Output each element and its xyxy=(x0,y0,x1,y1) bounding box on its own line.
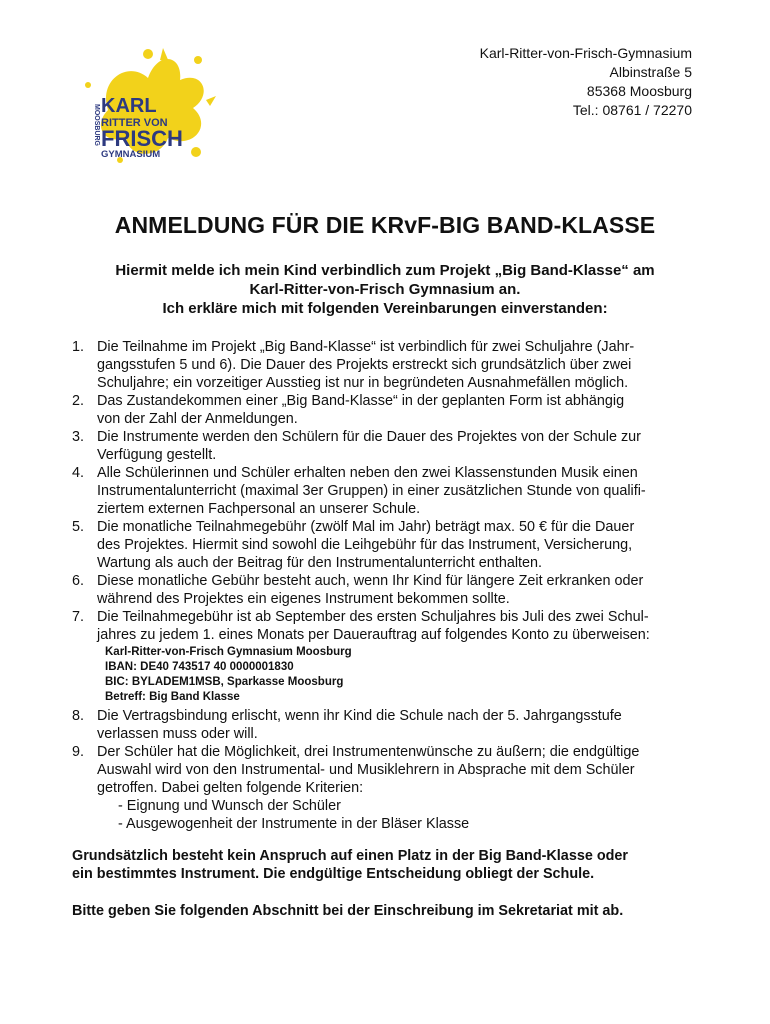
term-text: getroffen. Dabei gelten folgende Kriterien: xyxy=(97,780,364,796)
logo-word-3: FRISCH xyxy=(101,126,183,151)
submission-instruction: Bitte geben Sie folgenden Abschnitt bei der Einschreibung im Sekretariat mit ab. xyxy=(72,903,624,919)
term-item xyxy=(72,608,702,705)
criteria-item: - Ausgewogenheit der Instrumente in der Bläser Klasse xyxy=(118,816,470,832)
term-text: Instrumentalunterricht (maximal 3er Gruppen) in einer zusätzlichen Stunde von qualifi- xyxy=(97,483,646,499)
bank-line: IBAN: DE40 743517 40 0000001830 xyxy=(105,661,294,673)
intro-statement xyxy=(0,261,770,318)
note-line: ein bestimmtes Instrument. Die endgültige Entscheidung obliegt der Schule. xyxy=(72,866,595,882)
term-text: ziertem externen Fachpersonal an unserer Schule. xyxy=(97,501,421,517)
term-text: Auswahl wird von den Instrumental- und Musiklehrern in Absprache mit dem Schüler xyxy=(97,762,635,778)
term-number: 8. xyxy=(72,708,85,724)
intro-line: Ich erkläre mich mit folgenden Vereinbarungen einverstanden: xyxy=(162,300,608,317)
term-text: jahres zu jedem 1. eines Monats per Dauerauftrag auf folgendes Konto zu überweisen: xyxy=(97,627,650,643)
address-line: Tel.: 08761 / 72270 xyxy=(572,102,692,118)
document-title: ANMELDUNG FÜR DIE KRvF-BIG BAND-KLASSE xyxy=(114,212,656,238)
term-item xyxy=(72,392,702,428)
term-text: Die Teilnahmegebühr ist ab September des ersten Schuljahres bis Juli des zwei Schul- xyxy=(97,609,649,625)
term-text: gangsstufen 5 und 6). Die Dauer des Projekts erstreckt sich grundsätzlich über zwei xyxy=(97,357,632,373)
term-text: Die Instrumente werden den Schülern für die Dauer des Projektes von der Schule zur xyxy=(97,429,641,445)
address-line: Albinstraße 5 xyxy=(609,64,692,80)
term-text: Das Zustandekommen einer „Big Band-Klasse“ in der geplanten Form ist abhängig xyxy=(97,393,625,409)
term-number: 1. xyxy=(72,339,85,355)
logo-vertical-word: MOOSBURG xyxy=(93,104,100,146)
term-number: 7. xyxy=(72,609,85,625)
term-item xyxy=(72,572,702,608)
term-item xyxy=(72,743,702,833)
term-text: Alle Schülerinnen und Schüler erhalten neben den zwei Klassenstunden Musik einen xyxy=(97,465,638,481)
term-item xyxy=(72,428,702,464)
term-text: Schuljahre; ein vorzeitiger Ausstieg ist nur in begründeten Ausnahmefällen möglich. xyxy=(97,375,629,391)
school-logo xyxy=(68,40,218,170)
intro-line: Karl-Ritter-von-Frisch Gymnasium an. xyxy=(249,281,521,298)
term-text: Die Teilnahme im Projekt „Big Band-Klasse“ ist verbindlich für zwei Schuljahre (Jahr- xyxy=(97,339,635,355)
term-item xyxy=(72,338,702,392)
term-item xyxy=(72,518,702,572)
note-line: Grundsätzlich besteht kein Anspruch auf einen Platz in der Big Band-Klasse oder xyxy=(72,848,629,864)
intro-line: Hiermit melde ich mein Kind verbindlich zum Projekt „Big Band-Klasse“ am xyxy=(115,262,655,279)
term-text: Die monatliche Teilnahmegebühr (zwölf Mal im Jahr) beträgt max. 50 € für die Dauer xyxy=(97,519,635,535)
bank-line: Betreff: Big Band Klasse xyxy=(105,691,240,703)
term-text: verlassen muss oder will. xyxy=(97,726,258,742)
term-number: 4. xyxy=(72,465,85,481)
school-address xyxy=(480,44,692,120)
term-text: Wartung als auch der Beitrag für den Instrumentalunterricht enthalten. xyxy=(97,555,543,571)
criteria-item: - Eignung und Wunsch der Schüler xyxy=(118,798,341,814)
term-text: Verfügung gestellt. xyxy=(97,447,217,463)
terms-list xyxy=(72,338,702,833)
term-text: Der Schüler hat die Möglichkeit, drei Instrumentenwünsche zu äußern; die endgültige xyxy=(97,744,640,760)
bank-details xyxy=(97,645,702,705)
bank-line: BIC: BYLADEM1MSB, Sparkasse Moosburg xyxy=(105,676,344,688)
logo-graphic xyxy=(68,40,218,170)
term-text: des Projektes. Hiermit sind sowohl die Leihgebühr für das Instrument, Versicherung, xyxy=(97,537,633,553)
placement-note xyxy=(72,847,712,883)
term-number: 5. xyxy=(72,519,85,535)
address-line: 85368 Moosburg xyxy=(586,83,692,99)
term-text: während des Projektes ein eigenes Instrument bekommen sollte. xyxy=(97,591,510,607)
term-item xyxy=(72,464,702,518)
criteria-list xyxy=(97,797,702,833)
bank-line: Karl-Ritter-von-Frisch Gymnasium Moosburg xyxy=(105,646,352,658)
term-item xyxy=(72,707,702,743)
term-text: von der Zahl der Anmeldungen. xyxy=(97,411,298,427)
term-text: Diese monatliche Gebühr besteht auch, wenn Ihr Kind für längere Zeit erkranken oder xyxy=(97,573,644,589)
logo-word-1: KARL xyxy=(101,95,157,117)
term-number: 6. xyxy=(72,573,85,589)
address-line: Karl-Ritter-von-Frisch-Gymnasium xyxy=(479,45,692,61)
logo-word-4: GYMNASIUM xyxy=(101,149,161,160)
logo-word-2: RITTER VON xyxy=(101,117,168,129)
term-number: 9. xyxy=(72,744,85,760)
term-number: 2. xyxy=(72,393,85,409)
term-number: 3. xyxy=(72,429,85,445)
term-text: Die Vertragsbindung erlischt, wenn ihr Kind die Schule nach der 5. Jahrgangsstufe xyxy=(97,708,622,724)
